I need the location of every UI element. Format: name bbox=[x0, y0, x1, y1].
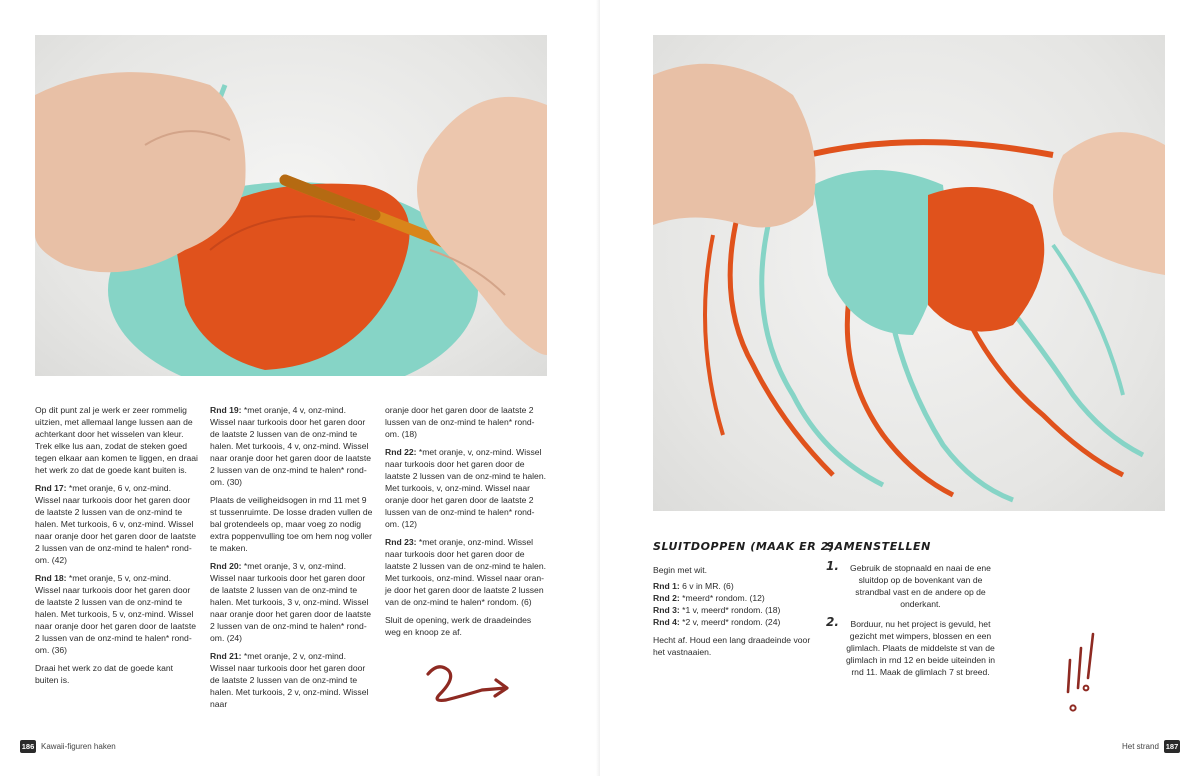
round-text: *met oranje, 4 v, onz-mind. Wissel naar turkoois door het garen door de laatste 2 lussen van de onz-mind te halen. Met turkoois, 4 v, onz-mind. Wissel naar oranje door het garen door de laatste 2 lussen van de onz-mind te halen* rond-om. (30) bbox=[210, 405, 372, 487]
section-heading-samenstellen: SAMENSTELLEN bbox=[826, 540, 931, 553]
squiggle-arrow-icon bbox=[422, 660, 512, 708]
section-heading-sluitdoppen: SLUITDOPPEN (MAAK ER 2) bbox=[653, 540, 835, 553]
round-label: Rnd 22: bbox=[385, 447, 417, 457]
round-text: *met oranje, 3 v, onz-mind. Wissel naar turkoois door het garen door de laatste 2 lussen van de onz-mind te halen. Met turkoois, 3 v, onz-mind. Wissel naar oranje door het garen door de laatste 2 lussen van de onz-mind te halen* rond-om. (24) bbox=[210, 561, 372, 643]
round-text: *meerd* rondom. (12) bbox=[679, 593, 765, 603]
text-column-2 bbox=[210, 404, 373, 716]
round-label: Rnd 19: bbox=[210, 405, 242, 415]
round-text: *2 v, meerd* rondom. (24) bbox=[679, 617, 781, 627]
round-line bbox=[653, 604, 818, 616]
text-column-sluitdoppen bbox=[653, 564, 818, 664]
step-text: Borduur, nu het project is gevuld, het gezicht met wimpers, blossen en een glimlach. Plaats de middelste st van de glimlach in rnd 12 en beide uiteinden in rnd 11. Maak de glimlach 7 st breed. bbox=[845, 619, 996, 677]
page-number: 187 bbox=[1165, 742, 1179, 751]
assembly-step bbox=[826, 559, 996, 610]
step-number: 2. bbox=[826, 615, 839, 629]
round-line bbox=[653, 616, 818, 628]
round-label: Rnd 20: bbox=[210, 561, 242, 571]
page-number: 186 bbox=[21, 742, 35, 751]
round-label: Rnd 17: bbox=[35, 483, 67, 493]
running-footer: Kawaii-figuren haken bbox=[41, 742, 116, 751]
step-number: 1. bbox=[826, 559, 839, 573]
photo-yarn-tangle bbox=[653, 35, 1165, 511]
assembly-step bbox=[826, 615, 996, 678]
paragraph: Draai het werk zo dat de goede kant buiten is. bbox=[35, 663, 174, 685]
running-footer: Het strand bbox=[1122, 742, 1159, 751]
paragraph: Begin met wit. bbox=[653, 565, 707, 575]
round-text: *met oranje, 2 v, onz-mind. Wissel naar turkoois door het garen door de laatste 2 lussen van de onz-mind te halen. Met turkoois, 2 v, onz-mind. Wissel naar bbox=[210, 651, 369, 709]
round-text: *met oranje, onz-mind. Wissel naar turkoois door het garen door de laatste 2 lussen van de onz-mind te halen. Met turkoois, onz-mind. Wissel naar oran-je door het garen door de laatste 2 lussen van de onz-mind te halen* rondom. (6) bbox=[385, 537, 546, 607]
round-label: Rnd 21: bbox=[210, 651, 242, 661]
exclamation-marks-icon bbox=[1062, 630, 1102, 714]
paragraph: Hecht af. Houd een lang draadeinde voor het vastnaaien. bbox=[653, 635, 811, 657]
round-text: 6 v in MR. (6) bbox=[679, 581, 734, 591]
step-text: Gebruik de stopnaald en naai de ene sluitdop op de bovenkant van de strandbal vast en de andere op de onderkant. bbox=[850, 563, 991, 609]
round-line bbox=[653, 592, 818, 604]
round-label: Rnd 3: bbox=[653, 605, 680, 615]
text-column-1 bbox=[35, 404, 198, 692]
paragraph: Sluit de opening, werk de draadeindes weg en knoop ze af. bbox=[385, 615, 532, 637]
round-text: *met oranje, 6 v, onz-mind. Wissel naar turkoois door het garen door de laatste 2 lussen van de onz-mind te halen. Met turkoois, 6 v, onz-mind. Wissel naar oranje door het garen door de laatste 2 lussen van de onz-mind te halen* rond-om. (42) bbox=[35, 483, 197, 565]
round-line bbox=[653, 580, 818, 592]
round-text: *met oranje, v, onz-mind. Wissel naar turkoois door het garen door de laatste 2 lussen van de onz-mind te halen. Met turkoois, v, onz-mind. Wissel naar oranje door het garen door de laatste 2 lussen van de onz-mind te halen* rond-om. (12) bbox=[385, 447, 546, 529]
round-text: *met oranje, 5 v, onz-mind. Wissel naar turkoois door het garen door de laatste 2 lussen van de onz-mind te halen. Met turkoois, 5 v, onz-mind. Wissel naar oranje door het garen door de laatste 2 lussen van de onz-mind te halen* rond-om. (36) bbox=[35, 573, 197, 655]
round-label: Rnd 23: bbox=[385, 537, 417, 547]
round-label: Rnd 1: bbox=[653, 581, 680, 591]
round-label: Rnd 18: bbox=[35, 573, 67, 583]
round-text: *1 v, meerd* rondom. (18) bbox=[679, 605, 781, 615]
text-column-3 bbox=[385, 404, 548, 644]
paragraph: Plaats de veiligheidsogen in rnd 11 met 9 st tussenruimte. De losse draden vullen de bal grotendeels op, maar voeg zo nodig extra poppenvulling toe om hem nog voller te maken. bbox=[210, 495, 373, 553]
paragraph: oranje door het garen door de laatste 2 lussen van de onz-mind te halen* rond-om. (18) bbox=[385, 405, 535, 439]
round-label: Rnd 2: bbox=[653, 593, 680, 603]
round-label: Rnd 4: bbox=[653, 617, 680, 627]
photo-crocheting-ball bbox=[35, 35, 547, 376]
paragraph-intro: Op dit punt zal je werk er zeer rommelig uitzien, met allemaal lange lussen aan de achterkant door het wisselen van kleur. Trek elke lus aan, zodat de steken goed tegen elkaar aan komen te liggen, en draai het werk zo dat de goede kant buiten is. bbox=[35, 405, 198, 475]
